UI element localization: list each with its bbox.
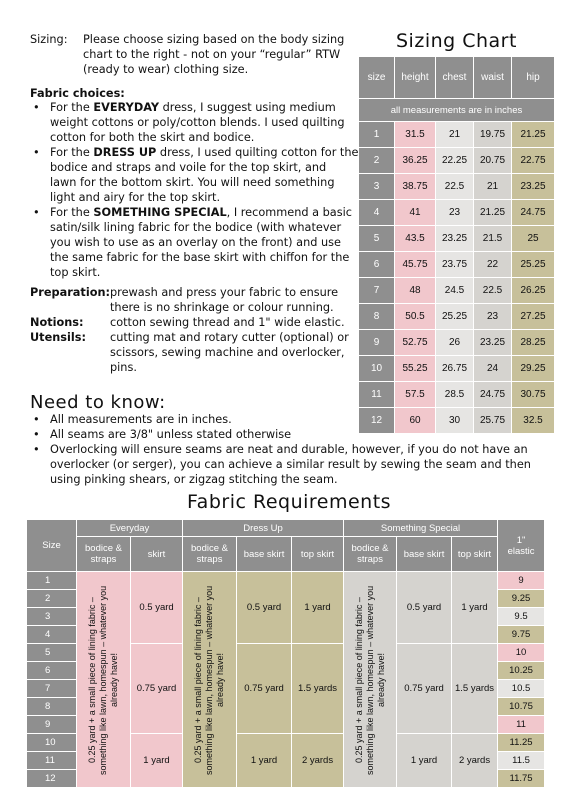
everyday-skirt-cell: 0.75 yard bbox=[131, 644, 183, 734]
preparation-label: Preparation: bbox=[30, 286, 111, 299]
sizing-cell-chest: 24.5 bbox=[436, 278, 474, 304]
sizing-cell-hip: 26.25 bbox=[512, 278, 555, 304]
sub-base-skirt: base skirt bbox=[397, 537, 452, 572]
fabric-size-cell: 4 bbox=[27, 626, 77, 644]
sizing-row bbox=[359, 122, 555, 148]
fabric-size-cell: 1 bbox=[27, 572, 77, 590]
sizing-cell-waist: 20.75 bbox=[474, 148, 512, 174]
sizing-text: Please choose sizing based on the body sizing chart to the right - not on your “regular” RTW (ready to wear) clothing size. bbox=[83, 33, 345, 76]
sizing-cell-height: 48 bbox=[395, 278, 436, 304]
group-something-special: Something Special bbox=[344, 520, 498, 537]
sizing-cell-chest: 23.75 bbox=[436, 252, 474, 278]
group-everyday: Everyday bbox=[77, 520, 183, 537]
elastic-cell: 11 bbox=[498, 716, 545, 734]
sizing-cell-chest: 28.5 bbox=[436, 382, 474, 408]
bodice-text: 0.25 yard + a small piece of lining fabric – something like lawn, homespun – whatever you already have! bbox=[193, 584, 226, 775]
sizing-cell-hip: 25 bbox=[512, 226, 555, 252]
header-hip: hip bbox=[512, 57, 555, 99]
sizing-cell-size: 2 bbox=[359, 148, 395, 174]
sizing-cell-size: 8 bbox=[359, 304, 395, 330]
fabric-size-cell: 5 bbox=[27, 644, 77, 662]
notions-label: Notions: bbox=[30, 316, 84, 329]
bodice-text: 0.25 yard + a small piece of lining fabric – something like lawn, homespun – whatever you already have! bbox=[87, 584, 119, 775]
need-item: • All measurements are in inches. bbox=[30, 412, 560, 427]
sizing-cell-height: 50.5 bbox=[395, 304, 436, 330]
sizing-cell-height: 57.5 bbox=[395, 382, 436, 408]
sizing-cell-chest: 22.25 bbox=[436, 148, 474, 174]
sizing-cell-height: 60 bbox=[395, 408, 436, 434]
sizing-row bbox=[359, 148, 555, 174]
sizing-cell-size: 10 bbox=[359, 356, 395, 382]
sizing-row bbox=[359, 252, 555, 278]
everyday-skirt-cell: 1 yard bbox=[131, 734, 183, 788]
fabric-choices-heading: Fabric choices: bbox=[30, 87, 125, 100]
sizing-cell-size: 6 bbox=[359, 252, 395, 278]
fabric-size-cell: 9 bbox=[27, 716, 77, 734]
fabric-size-cell: 7 bbox=[27, 680, 77, 698]
notions-text: cotton sewing thread and 1" wide elastic. bbox=[110, 316, 345, 329]
sizing-label: Sizing: bbox=[30, 33, 68, 46]
sizing-cell-hip: 23.25 bbox=[512, 174, 555, 200]
fabric-size-cell: 2 bbox=[27, 590, 77, 608]
dress-up-base-skirt-cell: 0.75 yard bbox=[237, 644, 292, 734]
sizing-row bbox=[359, 200, 555, 226]
sub-bodice: bodice & straps bbox=[183, 537, 237, 572]
sizing-chart-title: Sizing Chart bbox=[396, 30, 517, 52]
sizing-cell-height: 45.75 bbox=[395, 252, 436, 278]
sizing-cell-hip: 29.25 bbox=[512, 356, 555, 382]
fabric-size-cell: 11 bbox=[27, 752, 77, 770]
sizing-row bbox=[359, 382, 555, 408]
sizing-cell-chest: 22.5 bbox=[436, 174, 474, 200]
fabric-row bbox=[27, 572, 545, 590]
elastic-cell: 10.75 bbox=[498, 698, 545, 716]
elastic-cell: 10.25 bbox=[498, 662, 545, 680]
sizing-row bbox=[359, 278, 555, 304]
elastic-cell: 9.5 bbox=[498, 608, 545, 626]
dress-up-base-skirt-cell: 0.5 yard bbox=[237, 572, 292, 644]
special-base-skirt-cell: 1 yard bbox=[397, 734, 452, 788]
dress-up-top-skirt-cell: 2 yards bbox=[292, 734, 344, 788]
sizing-cell-height: 55.25 bbox=[395, 356, 436, 382]
header-height: height bbox=[395, 57, 436, 99]
need-to-know-title: Need to know: bbox=[30, 392, 166, 413]
sizing-cell-height: 41 bbox=[395, 200, 436, 226]
special-top-skirt-cell: 1.5 yards bbox=[452, 644, 498, 734]
everyday-skirt-cell: 0.5 yard bbox=[131, 572, 183, 644]
everyday-bodice-cell bbox=[77, 572, 131, 788]
sizing-cell-chest: 21 bbox=[436, 122, 474, 148]
sizing-cell-waist: 21 bbox=[474, 174, 512, 200]
size-header: Size bbox=[27, 520, 77, 572]
sizing-cell-hip: 25.25 bbox=[512, 252, 555, 278]
sizing-cell-waist: 23.25 bbox=[474, 330, 512, 356]
dress-up-bodice-cell bbox=[183, 572, 237, 788]
special-base-skirt-cell: 0.75 yard bbox=[397, 644, 452, 734]
preparation-text: prewash and press your fabric to ensure there is no shrinkage or colour running. bbox=[110, 286, 339, 314]
sizing-cell-size: 1 bbox=[359, 122, 395, 148]
sizing-cell-height: 31.5 bbox=[395, 122, 436, 148]
sizing-cell-size: 12 bbox=[359, 408, 395, 434]
group-dress-up: Dress Up bbox=[183, 520, 344, 537]
sizing-cell-chest: 26 bbox=[436, 330, 474, 356]
sizing-cell-waist: 24 bbox=[474, 356, 512, 382]
fabric-requirements-title: Fabric Requirements bbox=[187, 491, 392, 513]
sizing-cell-size: 5 bbox=[359, 226, 395, 252]
fabric-size-cell: 12 bbox=[27, 770, 77, 788]
sub-top-skirt: top skirt bbox=[292, 537, 344, 572]
sizing-cell-chest: 25.25 bbox=[436, 304, 474, 330]
sizing-cell-waist: 21.25 bbox=[474, 200, 512, 226]
need-item: • All seams are 3/8" unless stated otherwise bbox=[30, 427, 560, 442]
sizing-cell-hip: 21.25 bbox=[512, 122, 555, 148]
sizing-cell-hip: 28.25 bbox=[512, 330, 555, 356]
sizing-cell-size: 9 bbox=[359, 330, 395, 356]
elastic-cell: 10.5 bbox=[498, 680, 545, 698]
elastic-cell: 11.25 bbox=[498, 734, 545, 752]
special-base-skirt-cell: 0.5 yard bbox=[397, 572, 452, 644]
fabric-item-everyday: • For the EVERYDAY dress, I suggest using medium weight cottons or poly/cotton blends. I used quilting cotton for both the skirt and bodice. bbox=[30, 100, 360, 145]
sizing-cell-waist: 21.5 bbox=[474, 226, 512, 252]
sizing-cell-height: 43.5 bbox=[395, 226, 436, 252]
sizing-cell-size: 4 bbox=[359, 200, 395, 226]
sizing-cell-size: 7 bbox=[359, 278, 395, 304]
dress-up-base-skirt-cell: 1 yard bbox=[237, 734, 292, 788]
elastic-cell: 9 bbox=[498, 572, 545, 590]
fabric-choices-list bbox=[30, 100, 360, 280]
fabric-size-cell: 6 bbox=[27, 662, 77, 680]
sizing-cell-hip: 24.75 bbox=[512, 200, 555, 226]
dress-up-top-skirt-cell: 1 yard bbox=[292, 572, 344, 644]
sizing-cell-height: 36.25 bbox=[395, 148, 436, 174]
sizing-cell-size: 3 bbox=[359, 174, 395, 200]
measurements-note: all measurements are in inches bbox=[359, 99, 555, 122]
sizing-row bbox=[359, 174, 555, 200]
special-top-skirt-cell: 1 yard bbox=[452, 572, 498, 644]
sizing-cell-height: 52.75 bbox=[395, 330, 436, 356]
sizing-row bbox=[359, 304, 555, 330]
header-chest: chest bbox=[436, 57, 474, 99]
need-item: • Overlocking will ensure seams are neat and durable, however, if you do not have an overlocker (or serger), you can achieve a similar result by sewing the seam and then using pinking shears, or zigzag stitching the seam. bbox=[30, 442, 560, 487]
sizing-row bbox=[359, 330, 555, 356]
sizing-cell-waist: 24.75 bbox=[474, 382, 512, 408]
sizing-cell-hip: 30.75 bbox=[512, 382, 555, 408]
sizing-cell-height: 38.75 bbox=[395, 174, 436, 200]
header-size: size bbox=[359, 57, 395, 99]
sizing-chart-header bbox=[359, 57, 555, 99]
fabric-size-cell: 3 bbox=[27, 608, 77, 626]
sub-base-skirt: base skirt bbox=[237, 537, 292, 572]
need-to-know-list bbox=[30, 412, 560, 487]
header-waist: waist bbox=[474, 57, 512, 99]
fabric-requirements-table bbox=[26, 519, 545, 788]
utensils-text: cutting mat and rotary cutter (optional) or scissors, sewing machine and overlocker, pins. bbox=[110, 331, 349, 374]
fabric-size-cell: 10 bbox=[27, 734, 77, 752]
special-top-skirt-cell: 2 yards bbox=[452, 734, 498, 788]
sizing-cell-chest: 30 bbox=[436, 408, 474, 434]
sizing-row bbox=[359, 356, 555, 382]
sizing-cell-size: 11 bbox=[359, 382, 395, 408]
fabric-item-something-special: • For the SOMETHING SPECIAL, I recommend a basic satin/silk lining fabric for the bodice (with whatever you wish to use as an overlay on the front) and use the same fabric for the base skirt with chiffon for the top skirt. bbox=[30, 205, 360, 280]
sub-top-skirt: top skirt bbox=[452, 537, 498, 572]
fabric-size-cell: 8 bbox=[27, 698, 77, 716]
dress-up-top-skirt-cell: 1.5 yards bbox=[292, 644, 344, 734]
sub-bodice: bodice & straps bbox=[77, 537, 131, 572]
sizing-cell-hip: 32.5 bbox=[512, 408, 555, 434]
elastic-cell: 11.5 bbox=[498, 752, 545, 770]
sizing-cell-waist: 25.75 bbox=[474, 408, 512, 434]
elastic-cell: 11.75 bbox=[498, 770, 545, 788]
sizing-row bbox=[359, 226, 555, 252]
bodice-text: 0.25 yard + a small piece of lining fabric – something like lawn, homespun – whatever you already have! bbox=[353, 584, 386, 775]
sub-skirt: skirt bbox=[131, 537, 183, 572]
special-bodice-cell bbox=[344, 572, 397, 788]
elastic-cell: 9.75 bbox=[498, 626, 545, 644]
sizing-cell-chest: 23 bbox=[436, 200, 474, 226]
sizing-cell-chest: 23.25 bbox=[436, 226, 474, 252]
utensils-label: Utensils: bbox=[30, 331, 86, 344]
elastic-header: 1" elastic bbox=[498, 520, 545, 572]
sizing-chart-table bbox=[358, 56, 555, 434]
sizing-cell-waist: 22 bbox=[474, 252, 512, 278]
sizing-cell-waist: 23 bbox=[474, 304, 512, 330]
sizing-cell-hip: 27.25 bbox=[512, 304, 555, 330]
sizing-cell-hip: 22.75 bbox=[512, 148, 555, 174]
elastic-cell: 9.25 bbox=[498, 590, 545, 608]
sizing-cell-waist: 19.75 bbox=[474, 122, 512, 148]
sub-bodice: bodice & straps bbox=[344, 537, 397, 572]
sizing-cell-waist: 22.5 bbox=[474, 278, 512, 304]
sizing-cell-chest: 26.75 bbox=[436, 356, 474, 382]
elastic-cell: 10 bbox=[498, 644, 545, 662]
fabric-item-dress-up: • For the DRESS UP dress, I used quilting cotton for the bodice and straps and voile for the top skirt, and lawn for the bottom skirt. You will need something light and airy for the top skirt. bbox=[30, 145, 360, 205]
